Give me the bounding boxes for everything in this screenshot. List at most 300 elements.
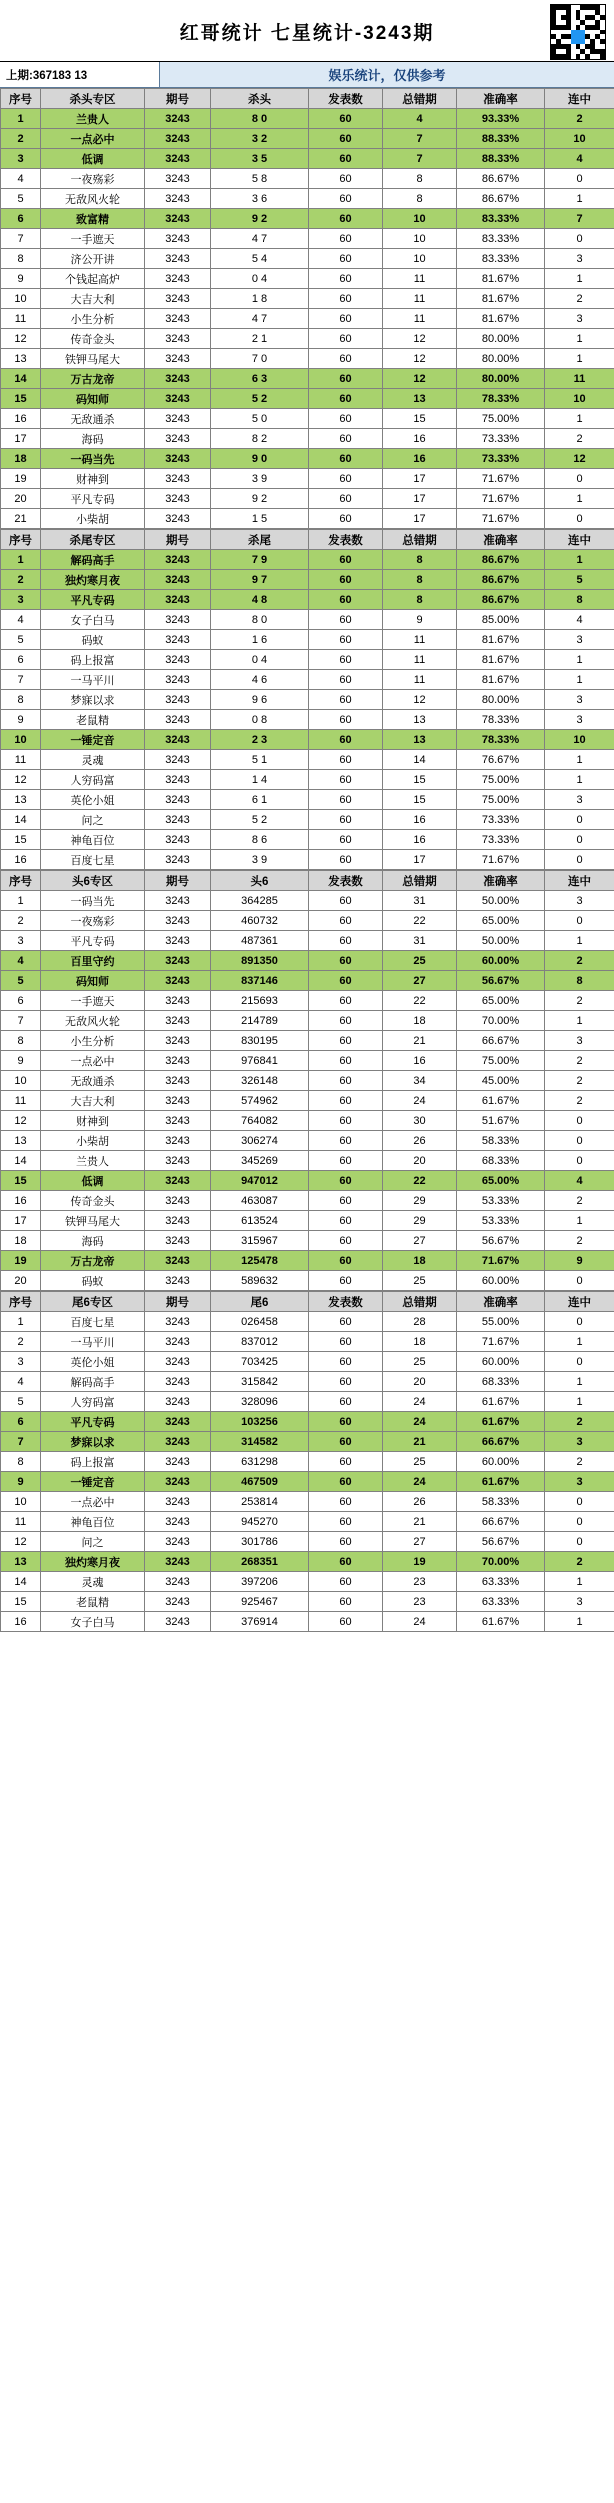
error-count: 12 xyxy=(383,329,457,349)
error-count: 12 xyxy=(383,349,457,369)
table-row[interactable] xyxy=(1,509,614,529)
col-zone: 尾6专区 xyxy=(41,1292,145,1312)
accuracy-rate: 61.67% xyxy=(457,1091,545,1111)
kill-numbers: 125478 xyxy=(211,1251,309,1271)
streak-count: 0 xyxy=(545,810,614,830)
published-count: 60 xyxy=(309,1352,383,1372)
table-row[interactable] xyxy=(1,730,614,750)
row-index: 4 xyxy=(1,169,41,189)
streak-count: 9 xyxy=(545,1251,614,1271)
table-row[interactable] xyxy=(1,911,614,931)
row-index: 11 xyxy=(1,750,41,770)
table-row[interactable] xyxy=(1,650,614,670)
period: 3243 xyxy=(145,1492,211,1512)
table-row[interactable] xyxy=(1,951,614,971)
period: 3243 xyxy=(145,891,211,911)
row-index: 20 xyxy=(1,1271,41,1291)
period: 3243 xyxy=(145,690,211,710)
row-index: 17 xyxy=(1,429,41,449)
table-row[interactable] xyxy=(1,1452,614,1472)
error-count: 24 xyxy=(383,1612,457,1632)
table-row[interactable] xyxy=(1,349,614,369)
row-index: 18 xyxy=(1,449,41,469)
table-row[interactable] xyxy=(1,269,614,289)
table-row[interactable] xyxy=(1,550,614,570)
period: 3243 xyxy=(145,911,211,931)
streak-count: 1 xyxy=(545,1392,614,1412)
period: 3243 xyxy=(145,329,211,349)
error-count: 8 xyxy=(383,550,457,570)
table-row[interactable] xyxy=(1,830,614,850)
table-row[interactable] xyxy=(1,409,614,429)
col-errors: 总错期 xyxy=(383,1292,457,1312)
table-row[interactable] xyxy=(1,1151,614,1171)
table-row[interactable] xyxy=(1,1191,614,1211)
published-count: 60 xyxy=(309,1091,383,1111)
kill-numbers: 214789 xyxy=(211,1011,309,1031)
expert-name: 解码高手 xyxy=(41,1372,145,1392)
table-row[interactable] xyxy=(1,1372,614,1392)
kill-numbers: 314582 xyxy=(211,1432,309,1452)
published-count: 60 xyxy=(309,570,383,590)
period: 3243 xyxy=(145,750,211,770)
published-count: 60 xyxy=(309,469,383,489)
table-row[interactable] xyxy=(1,1612,614,1632)
kill-numbers: 3 2 xyxy=(211,129,309,149)
kill-numbers: 315842 xyxy=(211,1372,309,1392)
published-count: 60 xyxy=(309,169,383,189)
table-row[interactable] xyxy=(1,449,614,469)
period: 3243 xyxy=(145,469,211,489)
published-count: 60 xyxy=(309,449,383,469)
published-count: 60 xyxy=(309,670,383,690)
col-zone: 杀尾专区 xyxy=(41,530,145,550)
kill-head-body xyxy=(1,109,614,529)
expert-name: 低调 xyxy=(41,1171,145,1191)
kill-numbers: 4 7 xyxy=(211,309,309,329)
row-index: 6 xyxy=(1,650,41,670)
table-row[interactable] xyxy=(1,1231,614,1251)
published-count: 60 xyxy=(309,1472,383,1492)
streak-count: 0 xyxy=(545,1512,614,1532)
accuracy-rate: 88.33% xyxy=(457,149,545,169)
streak-count: 1 xyxy=(545,1011,614,1031)
row-index: 3 xyxy=(1,1352,41,1372)
table-row[interactable] xyxy=(1,1532,614,1552)
streak-count: 4 xyxy=(545,610,614,630)
table-row[interactable] xyxy=(1,109,614,129)
published-count: 60 xyxy=(309,971,383,991)
period: 3243 xyxy=(145,1091,211,1111)
col-no: 序号 xyxy=(1,530,41,550)
table-row[interactable] xyxy=(1,129,614,149)
error-count: 24 xyxy=(383,1412,457,1432)
expert-name: 灵魂 xyxy=(41,1572,145,1592)
kill-numbers: 5 8 xyxy=(211,169,309,189)
period: 3243 xyxy=(145,590,211,610)
published-count: 60 xyxy=(309,409,383,429)
table-row[interactable] xyxy=(1,570,614,590)
row-index: 10 xyxy=(1,730,41,750)
expert-name: 传奇金头 xyxy=(41,329,145,349)
table-row[interactable] xyxy=(1,229,614,249)
error-count: 4 xyxy=(383,109,457,129)
period: 3243 xyxy=(145,1332,211,1352)
error-count: 18 xyxy=(383,1011,457,1031)
error-count: 16 xyxy=(383,1051,457,1071)
published-count: 60 xyxy=(309,770,383,790)
expert-name: 平凡专码 xyxy=(41,590,145,610)
period: 3243 xyxy=(145,1211,211,1231)
kill-numbers: 7 0 xyxy=(211,349,309,369)
expert-name: 码蚁 xyxy=(41,630,145,650)
table-row[interactable] xyxy=(1,1251,614,1271)
error-count: 13 xyxy=(383,730,457,750)
error-count: 25 xyxy=(383,1352,457,1372)
period: 3243 xyxy=(145,931,211,951)
table-row[interactable] xyxy=(1,429,614,449)
table-row[interactable] xyxy=(1,850,614,870)
period: 3243 xyxy=(145,1392,211,1412)
expert-name: 铁钾马尾大 xyxy=(41,349,145,369)
streak-count: 0 xyxy=(545,1312,614,1332)
accuracy-rate: 56.67% xyxy=(457,1532,545,1552)
expert-name: 百里守约 xyxy=(41,951,145,971)
period: 3243 xyxy=(145,610,211,630)
kill-numbers: 945270 xyxy=(211,1512,309,1532)
period: 3243 xyxy=(145,269,211,289)
expert-name: 济公开讲 xyxy=(41,249,145,269)
expert-name: 无敌风火轮 xyxy=(41,1011,145,1031)
qr-code-icon[interactable] xyxy=(550,4,606,60)
published-count: 60 xyxy=(309,590,383,610)
error-count: 20 xyxy=(383,1372,457,1392)
published-count: 60 xyxy=(309,610,383,630)
period: 3243 xyxy=(145,409,211,429)
expert-name: 码上报富 xyxy=(41,650,145,670)
row-index: 7 xyxy=(1,670,41,690)
published-count: 60 xyxy=(309,1432,383,1452)
table-row[interactable] xyxy=(1,1171,614,1191)
col-kill: 杀头 xyxy=(211,89,309,109)
table-row[interactable] xyxy=(1,1552,614,1572)
table-row[interactable] xyxy=(1,891,614,911)
published-count: 60 xyxy=(309,489,383,509)
published-count: 60 xyxy=(309,1111,383,1131)
col-accuracy: 准确率 xyxy=(457,1292,545,1312)
table-row[interactable] xyxy=(1,489,614,509)
kill-numbers: 3 5 xyxy=(211,149,309,169)
row-index: 3 xyxy=(1,149,41,169)
table-row[interactable] xyxy=(1,590,614,610)
error-count: 24 xyxy=(383,1392,457,1412)
expert-name: 百度七星 xyxy=(41,850,145,870)
table-row[interactable] xyxy=(1,469,614,489)
kill-numbers: 1 6 xyxy=(211,630,309,650)
kill-numbers: 463087 xyxy=(211,1191,309,1211)
error-count: 34 xyxy=(383,1071,457,1091)
accuracy-rate: 93.33% xyxy=(457,109,545,129)
kill-numbers: 4 8 xyxy=(211,590,309,610)
table-row[interactable] xyxy=(1,329,614,349)
table-row[interactable] xyxy=(1,630,614,650)
kill-numbers: 026458 xyxy=(211,1312,309,1332)
error-count: 24 xyxy=(383,1091,457,1111)
table-row[interactable] xyxy=(1,1271,614,1291)
published-count: 60 xyxy=(309,309,383,329)
accuracy-rate: 71.67% xyxy=(457,1251,545,1271)
row-index: 16 xyxy=(1,409,41,429)
accuracy-rate: 81.67% xyxy=(457,309,545,329)
kill-numbers: 947012 xyxy=(211,1171,309,1191)
kill-numbers: 1 4 xyxy=(211,770,309,790)
period: 3243 xyxy=(145,730,211,750)
row-index: 10 xyxy=(1,1492,41,1512)
kill-numbers: 376914 xyxy=(211,1612,309,1632)
period: 3243 xyxy=(145,1572,211,1592)
streak-count: 0 xyxy=(545,1131,614,1151)
streak-count: 1 xyxy=(545,550,614,570)
expert-name: 个钱起高炉 xyxy=(41,269,145,289)
col-errors: 总错期 xyxy=(383,530,457,550)
row-index: 9 xyxy=(1,1051,41,1071)
streak-count: 1 xyxy=(545,931,614,951)
row-index: 16 xyxy=(1,850,41,870)
streak-count: 2 xyxy=(545,1452,614,1472)
table-row[interactable] xyxy=(1,389,614,409)
error-count: 7 xyxy=(383,129,457,149)
row-index: 13 xyxy=(1,1131,41,1151)
error-count: 23 xyxy=(383,1572,457,1592)
published-count: 60 xyxy=(309,911,383,931)
kill-numbers: 5 2 xyxy=(211,389,309,409)
row-index: 9 xyxy=(1,710,41,730)
accuracy-rate: 66.67% xyxy=(457,1031,545,1051)
published-count: 60 xyxy=(309,129,383,149)
col-no: 序号 xyxy=(1,871,41,891)
expert-name: 一手遮天 xyxy=(41,229,145,249)
accuracy-rate: 78.33% xyxy=(457,710,545,730)
table-row[interactable] xyxy=(1,309,614,329)
expert-name: 女子白马 xyxy=(41,1612,145,1632)
kill-numbers: 6 3 xyxy=(211,369,309,389)
table-row[interactable] xyxy=(1,1512,614,1532)
col-period: 期号 xyxy=(145,89,211,109)
kill-numbers: 764082 xyxy=(211,1111,309,1131)
table-row[interactable] xyxy=(1,991,614,1011)
table-row[interactable] xyxy=(1,1572,614,1592)
error-count: 27 xyxy=(383,971,457,991)
table-row[interactable] xyxy=(1,971,614,991)
period: 3243 xyxy=(145,1251,211,1271)
accuracy-rate: 66.67% xyxy=(457,1512,545,1532)
row-index: 15 xyxy=(1,830,41,850)
table-row[interactable] xyxy=(1,149,614,169)
table-row[interactable] xyxy=(1,209,614,229)
expert-name: 梦寐以求 xyxy=(41,1432,145,1452)
table-row[interactable] xyxy=(1,289,614,309)
error-count: 21 xyxy=(383,1512,457,1532)
table-row[interactable] xyxy=(1,1472,614,1492)
period: 3243 xyxy=(145,289,211,309)
streak-count: 10 xyxy=(545,389,614,409)
table-row[interactable] xyxy=(1,810,614,830)
table-row[interactable] xyxy=(1,1011,614,1031)
published-count: 60 xyxy=(309,1051,383,1071)
published-count: 60 xyxy=(309,931,383,951)
row-index: 6 xyxy=(1,1412,41,1432)
period: 3243 xyxy=(145,991,211,1011)
accuracy-rate: 66.67% xyxy=(457,1432,545,1452)
table-row[interactable] xyxy=(1,790,614,810)
accuracy-rate: 61.67% xyxy=(457,1412,545,1432)
streak-count: 3 xyxy=(545,1031,614,1051)
table-row[interactable] xyxy=(1,710,614,730)
published-count: 60 xyxy=(309,1552,383,1572)
expert-name: 海码 xyxy=(41,1231,145,1251)
table-row[interactable] xyxy=(1,1091,614,1111)
table-row[interactable] xyxy=(1,1131,614,1151)
table-header-row xyxy=(1,89,614,109)
streak-count: 12 xyxy=(545,449,614,469)
published-count: 60 xyxy=(309,1031,383,1051)
table-row[interactable] xyxy=(1,1312,614,1332)
error-count: 29 xyxy=(383,1191,457,1211)
accuracy-rate: 55.00% xyxy=(457,1312,545,1332)
published-count: 60 xyxy=(309,650,383,670)
accuracy-rate: 71.67% xyxy=(457,1332,545,1352)
table-row[interactable] xyxy=(1,610,614,630)
expert-name: 码知师 xyxy=(41,971,145,991)
published-count: 60 xyxy=(309,1532,383,1552)
table-row[interactable] xyxy=(1,1111,614,1131)
published-count: 60 xyxy=(309,1231,383,1251)
table-row[interactable] xyxy=(1,1352,614,1372)
row-index: 8 xyxy=(1,249,41,269)
row-index: 4 xyxy=(1,1372,41,1392)
streak-count: 2 xyxy=(545,1552,614,1572)
row-index: 15 xyxy=(1,1171,41,1191)
table-row[interactable] xyxy=(1,249,614,269)
accuracy-rate: 71.67% xyxy=(457,850,545,870)
expert-name: 一点必中 xyxy=(41,1051,145,1071)
table-row[interactable] xyxy=(1,1051,614,1071)
published-count: 60 xyxy=(309,1612,383,1632)
accuracy-rate: 45.00% xyxy=(457,1071,545,1091)
period: 3243 xyxy=(145,349,211,369)
error-count: 21 xyxy=(383,1031,457,1051)
kill-numbers: 891350 xyxy=(211,951,309,971)
table-row[interactable] xyxy=(1,169,614,189)
expert-name: 一点必中 xyxy=(41,129,145,149)
kill-numbers: 301786 xyxy=(211,1532,309,1552)
period: 3243 xyxy=(145,670,211,690)
table-row[interactable] xyxy=(1,1332,614,1352)
table-row[interactable] xyxy=(1,750,614,770)
streak-count: 1 xyxy=(545,1612,614,1632)
accuracy-rate: 81.67% xyxy=(457,670,545,690)
streak-count: 0 xyxy=(545,1111,614,1131)
row-index: 6 xyxy=(1,991,41,1011)
expert-name: 英伦小姐 xyxy=(41,790,145,810)
expert-name: 传奇金头 xyxy=(41,1191,145,1211)
published-count: 60 xyxy=(309,349,383,369)
period: 3243 xyxy=(145,570,211,590)
accuracy-rate: 83.33% xyxy=(457,229,545,249)
expert-name: 一点必中 xyxy=(41,1492,145,1512)
table-row[interactable] xyxy=(1,1071,614,1091)
row-index: 15 xyxy=(1,1592,41,1612)
streak-count: 3 xyxy=(545,891,614,911)
kill-numbers: 2 1 xyxy=(211,329,309,349)
period: 3243 xyxy=(145,209,211,229)
error-count: 24 xyxy=(383,1472,457,1492)
table-row[interactable] xyxy=(1,1592,614,1612)
period: 3243 xyxy=(145,710,211,730)
streak-count: 11 xyxy=(545,369,614,389)
published-count: 60 xyxy=(309,1452,383,1472)
kill-numbers: 328096 xyxy=(211,1392,309,1412)
expert-name: 人穷码富 xyxy=(41,770,145,790)
expert-name: 财神到 xyxy=(41,469,145,489)
streak-count: 0 xyxy=(545,911,614,931)
row-index: 17 xyxy=(1,1211,41,1231)
period: 3243 xyxy=(145,790,211,810)
table-row[interactable] xyxy=(1,670,614,690)
table-row[interactable] xyxy=(1,931,614,951)
error-count: 27 xyxy=(383,1231,457,1251)
accuracy-rate: 81.67% xyxy=(457,269,545,289)
accuracy-rate: 80.00% xyxy=(457,690,545,710)
accuracy-rate: 80.00% xyxy=(457,349,545,369)
table-row[interactable] xyxy=(1,1211,614,1231)
error-count: 17 xyxy=(383,489,457,509)
period: 3243 xyxy=(145,630,211,650)
streak-count: 0 xyxy=(545,1271,614,1291)
published-count: 60 xyxy=(309,1312,383,1332)
table-row[interactable] xyxy=(1,1031,614,1051)
row-index: 5 xyxy=(1,971,41,991)
table-row[interactable] xyxy=(1,690,614,710)
streak-count: 2 xyxy=(545,1412,614,1432)
expert-name: 一马平川 xyxy=(41,1332,145,1352)
expert-name: 一码当先 xyxy=(41,449,145,469)
table-row[interactable] xyxy=(1,770,614,790)
published-count: 60 xyxy=(309,810,383,830)
row-index: 12 xyxy=(1,329,41,349)
published-count: 60 xyxy=(309,149,383,169)
period: 3243 xyxy=(145,1051,211,1071)
period: 3243 xyxy=(145,1532,211,1552)
table-row[interactable] xyxy=(1,1412,614,1432)
table-row[interactable] xyxy=(1,369,614,389)
error-count: 8 xyxy=(383,570,457,590)
period: 3243 xyxy=(145,1312,211,1332)
expert-name: 一夜殇彩 xyxy=(41,911,145,931)
col-published: 发表数 xyxy=(309,530,383,550)
table-row[interactable] xyxy=(1,1492,614,1512)
kill-numbers: 7 9 xyxy=(211,550,309,570)
kill-numbers: 9 6 xyxy=(211,690,309,710)
published-count: 60 xyxy=(309,1372,383,1392)
table-row[interactable] xyxy=(1,1432,614,1452)
streak-count: 2 xyxy=(545,1191,614,1211)
table-header-row xyxy=(1,871,614,891)
row-index: 2 xyxy=(1,129,41,149)
accuracy-rate: 68.33% xyxy=(457,1372,545,1392)
table-row[interactable] xyxy=(1,1392,614,1412)
table-row[interactable] xyxy=(1,189,614,209)
